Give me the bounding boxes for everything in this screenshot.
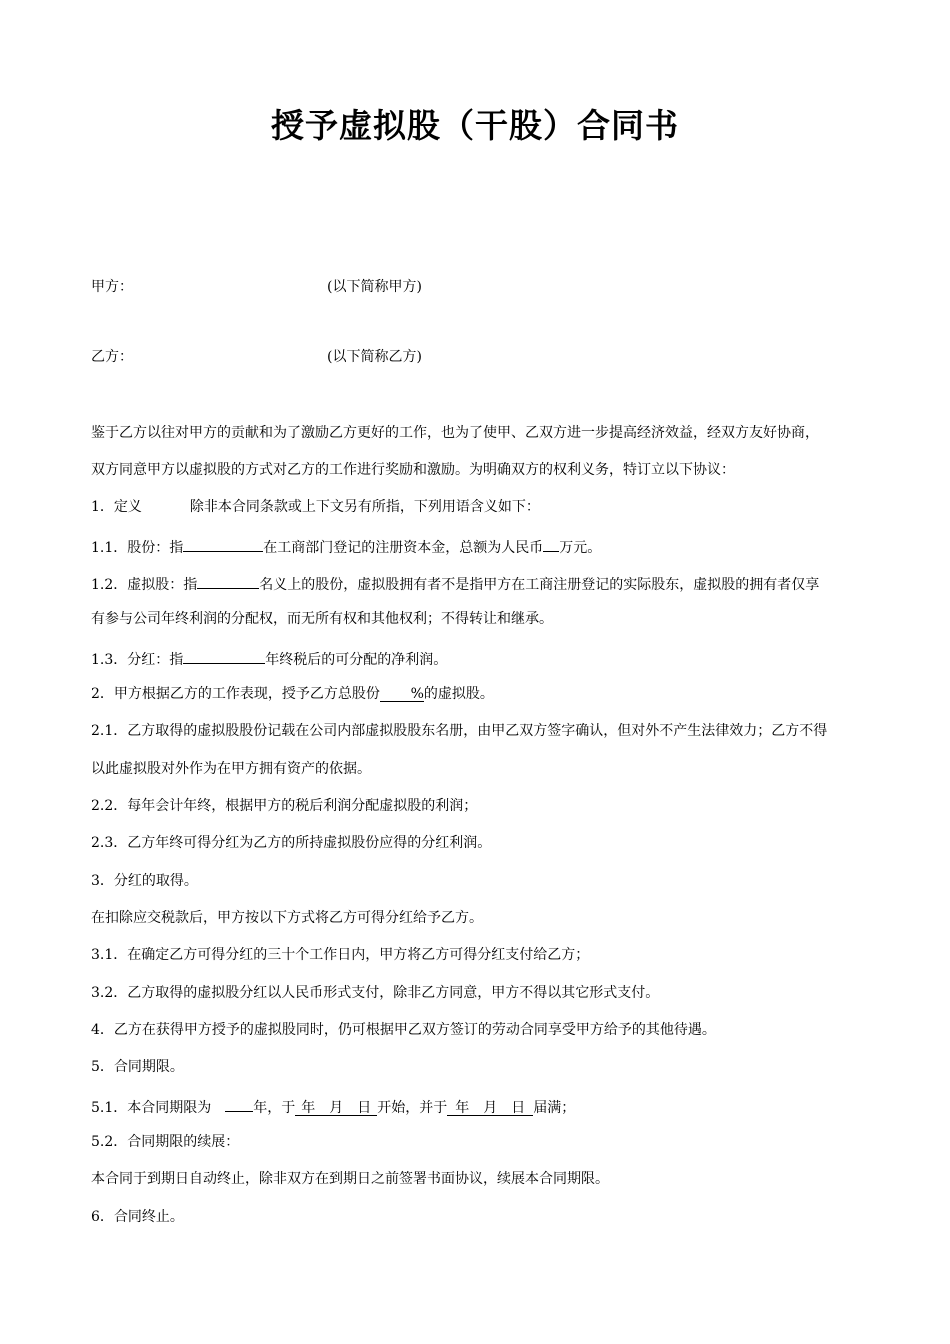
blank-term-years[interactable] bbox=[225, 1095, 253, 1112]
blank-company-name[interactable] bbox=[183, 535, 263, 552]
clause-1-2-line-1: 1.2．虚拟股：指 名义上的股份，虚拟股拥有者不是指甲方在工商注册登记的实际股东，虚拟股的拥有者仅享 bbox=[91, 572, 861, 595]
clause-1-1: 1.1．股份：指 在工商部门登记的注册资本金，总额为人民币 万元。 bbox=[91, 535, 601, 558]
section-5: 5．合同期限。 bbox=[91, 1059, 184, 1075]
party-b-note: (以下简称乙方) bbox=[327, 349, 422, 365]
clause-3-1: 3.1．在确定乙方可得分红的三十个工作日内，甲方将乙方可得分红支付给乙方； bbox=[91, 947, 590, 963]
blank-end-date[interactable]: 年 月 日 bbox=[447, 1099, 533, 1116]
blank-capital-amount[interactable] bbox=[543, 535, 559, 552]
section-6: 6．合同终止。 bbox=[91, 1209, 184, 1225]
party-a-note: (以下简称甲方) bbox=[327, 279, 422, 295]
preamble-line-2: 双方同意甲方以虚拟股的方式对乙方的工作进行奖励和激励。为明确双方的权利义务，特订立以下协议： bbox=[91, 462, 735, 478]
clause-5-2-text: 本合同于到期日自动终止，除非双方在到期日之前签署书面协议，续展本合同期限。 bbox=[91, 1171, 609, 1187]
party-a-line bbox=[91, 277, 133, 297]
party-a-label: 甲方： bbox=[91, 279, 133, 295]
preamble-line-1: 鉴于乙方以往对甲方的贡献和为了激励乙方更好的工作，也为了使甲、乙双方进一步提高经济效益，经双方友好协商， bbox=[91, 425, 819, 441]
section-4: 4．乙方在获得甲方授予的虚拟股同时，仍可根据甲乙双方签订的劳动合同享受甲方给予的其他待遇。 bbox=[91, 1022, 716, 1038]
section-1-number: 1．定义 bbox=[91, 499, 142, 515]
clause-3-2: 3.2．乙方取得的虚拟股分红以人民币形式支付，除非乙方同意，甲方不得以其它形式支付。 bbox=[91, 985, 660, 1001]
blank-share-percentage[interactable]: % bbox=[380, 685, 424, 702]
party-b-line bbox=[91, 347, 133, 367]
clause-5-2: 5.2．合同期限的续展： bbox=[91, 1134, 240, 1150]
section-2: 2．甲方根据乙方的工作表现，授予乙方总股份 %的虚拟股。 bbox=[91, 686, 494, 702]
clause-2-1-line-1: 2.1．乙方取得的虚拟股股份记载在公司内部虚拟股股东名册，由甲乙双方签字确认，但对外不产生法律效力；乙方不得 bbox=[91, 723, 828, 739]
document-title: 授予虚拟股（干股）合同书 bbox=[271, 106, 679, 145]
blank-dividend-company[interactable] bbox=[183, 647, 265, 664]
section-1-text: 除非本合同条款或上下文另有所指，下列用语含义如下： bbox=[189, 499, 540, 515]
clause-2-2: 2.2．每年会计年终，根据甲方的税后利润分配虚拟股的利润； bbox=[91, 798, 478, 814]
clause-1-2-line-2: 有参与公司年终利润的分配权，而无所有权和其他权利；不得转让和继承。 bbox=[91, 611, 553, 627]
clause-2-3: 2.3．乙方年终可得分红为乙方的所持虚拟股份应得的分红利润。 bbox=[91, 835, 492, 851]
blank-start-date[interactable]: 年 月 日 bbox=[295, 1099, 377, 1116]
section-3: 3．分红的取得。 bbox=[91, 873, 198, 889]
clause-5-1: 5.1．本合同期限为 年，于 年 月 日 开始，并于 年 月 日 届满； bbox=[91, 1095, 575, 1118]
section-3-intro: 在扣除应交税款后，甲方按以下方式将乙方可得分红给予乙方。 bbox=[91, 910, 483, 926]
blank-virtual-share-company[interactable] bbox=[197, 572, 259, 589]
clause-1-3: 1.3．分红：指 年终税后的可分配的净利润。 bbox=[91, 647, 447, 670]
section-1-heading bbox=[91, 497, 540, 517]
clause-2-1-line-2: 以此虚拟股对外作为在甲方拥有资产的依据。 bbox=[91, 761, 371, 777]
party-b-label: 乙方： bbox=[91, 349, 133, 365]
